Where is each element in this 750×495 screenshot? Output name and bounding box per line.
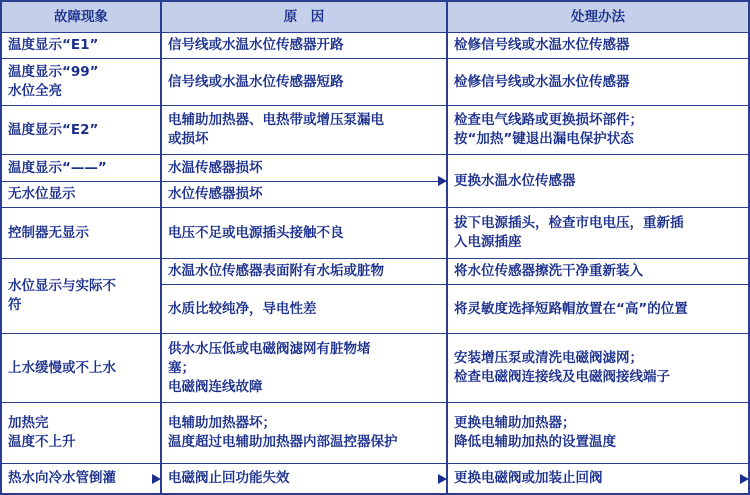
table-cell-remedy: 将灵敏度选择短路帽放置在“高”的位置 xyxy=(454,300,688,317)
table-cell-symptom: 加热完 温度不上升 xyxy=(8,415,76,450)
table-cell-cause: 电压不足或电源插头接触不良 xyxy=(168,224,344,241)
table-cell-remedy: 检查电气线路或更换损坏部件； 按“加热”键退出漏电保护状态 xyxy=(454,112,643,147)
arrow-right-icon xyxy=(152,474,161,484)
table-cell-cause: 水位传感器损坏 xyxy=(168,186,263,202)
row-divider xyxy=(0,463,750,464)
table-cell-cause: 信号线或水温水位传感器开路 xyxy=(168,37,344,53)
column-divider xyxy=(446,0,448,495)
table-cell-cause: 电磁阀止回功能失效 xyxy=(168,470,290,486)
row-divider xyxy=(0,58,750,59)
row-divider xyxy=(0,105,750,106)
row-divider xyxy=(0,154,750,155)
table-cell-symptom: 温度显示“99” 水位全亮 xyxy=(8,64,99,99)
row-divider xyxy=(0,333,750,334)
table-cell-cause: 电辅助加热器、电热带或增压泵漏电 或损坏 xyxy=(168,112,384,147)
table-cell-cause: 供水水压低或电磁阀滤网有脏物堵 塞； 电磁阀连线故障 xyxy=(168,340,371,395)
table-cell-symptom: 控制器无显示 xyxy=(8,224,89,241)
table-cell-cause: 电辅助加热器坏； 温度超过电辅助加热器内部温控器保护 xyxy=(168,415,398,450)
table-cell-symptom: 温度显示“E1” xyxy=(8,37,99,53)
row-divider xyxy=(0,181,446,182)
arrow-right-icon xyxy=(740,474,749,484)
column-divider xyxy=(160,0,162,495)
table-cell-remedy: 将水位传感器擦洗干净重新装入 xyxy=(454,263,643,279)
header-symptom: 故障现象 xyxy=(2,2,160,32)
table-cell-remedy: 检修信号线或水温水位传感器 xyxy=(454,73,630,90)
table-cell-remedy: 更换电磁阀或加装止回阀 xyxy=(454,470,603,486)
row-divider xyxy=(0,207,750,208)
table-cell-cause: 信号线或水温水位传感器短路 xyxy=(168,73,344,90)
row-divider xyxy=(0,402,750,403)
table-cell-cause: 水温水位传感器表面附有水垢或脏物 xyxy=(168,263,384,279)
table-cell-symptom: 水位显示与实际不 符 xyxy=(8,278,116,313)
table-border xyxy=(0,0,2,495)
table-cell-cause: 水温传感器损坏 xyxy=(168,159,263,176)
table-cell-symptom: 温度显示“E2” xyxy=(8,121,99,138)
arrow-right-icon xyxy=(438,176,447,186)
table-cell-symptom: 无水位显示 xyxy=(8,186,76,202)
table-cell-symptom: 温度显示“——” xyxy=(8,159,107,176)
row-divider xyxy=(160,284,750,285)
header-remedy: 处理办法 xyxy=(448,2,748,32)
table-cell-remedy: 检修信号线或水温水位传感器 xyxy=(454,37,630,53)
table-cell-cause: 水质比较纯净，导电性差 xyxy=(168,300,317,317)
arrow-right-icon xyxy=(438,474,447,484)
table-cell-remedy: 更换水温水位传感器 xyxy=(454,172,576,189)
table-cell-remedy: 拔下电源插头，检查市电电压，重新插 入电源插座 xyxy=(454,215,684,250)
header-cause: 原 因 xyxy=(162,2,446,32)
row-divider xyxy=(0,258,750,259)
table-cell-remedy: 更换电辅助加热器； 降低电辅助加热的设置温度 xyxy=(454,415,616,450)
table-cell-remedy: 安装增压泵或清洗电磁阀滤网； 检查电磁阀连接线及电磁阀接线端子 xyxy=(454,350,670,385)
row-divider xyxy=(0,32,750,33)
table-cell-symptom: 上水缓慢或不上水 xyxy=(8,359,116,376)
table-cell-symptom: 热水向冷水管倒灌 xyxy=(8,470,116,486)
table-border xyxy=(0,0,750,2)
